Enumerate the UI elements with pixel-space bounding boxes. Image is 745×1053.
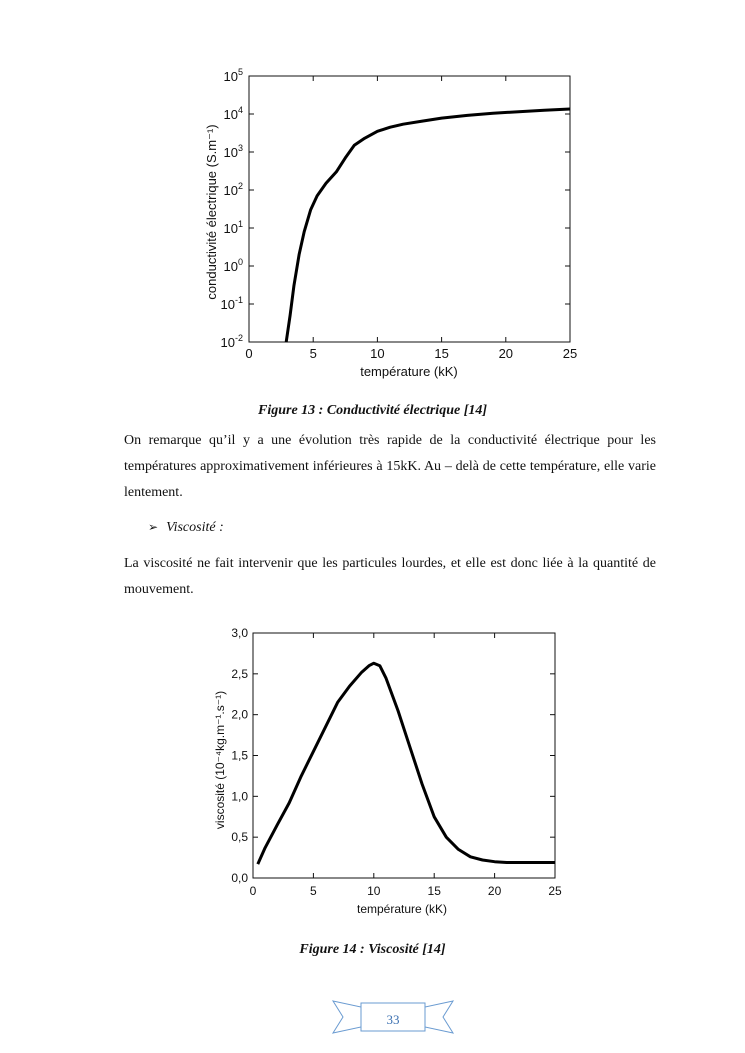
- chart2-ytick-label: 2,5: [231, 666, 248, 681]
- chart1-xtick-label: 0: [245, 346, 253, 361]
- chart2-xtick-label: 0: [249, 884, 257, 898]
- chart2-xtick-label: 20: [487, 884, 502, 898]
- chart1-ytick-label: $10^5$: [223, 67, 243, 84]
- chart1-ytick-label: $10^0$: [223, 257, 243, 274]
- chart1-ytick-label: $10^{-1}$: [220, 295, 243, 312]
- chart2-ytick-label: 3,0: [231, 626, 248, 640]
- chart2-xtick-label: 25: [548, 884, 562, 898]
- paragraph-viscosity: La viscosité ne fait intervenir que les particules lourdes, et elle est donc liée à la quantité de mouvement.: [124, 556, 656, 597]
- chart1-xtick-label: 5: [309, 346, 317, 361]
- chart1-ytick-label: $10^2$: [223, 181, 243, 198]
- chart2-xtick-label: 5: [310, 884, 317, 898]
- chart1-ytick-label: $10^3$: [223, 143, 243, 160]
- page-number: 33: [386, 1012, 400, 1027]
- chart2-ytick-label: 2,0: [231, 707, 248, 722]
- figure-14-caption: Figure 14 : Viscosité [14]: [299, 942, 446, 957]
- chart2-ytick-label: 1,0: [231, 789, 248, 804]
- chart2-ytick-label: 0,5: [231, 830, 248, 845]
- paragraph-conductivity: On remarque qu’il y a une évolution très rapide de la conductivité électrique pour les températures approximativement inférieures à 15kK. Au – delà de cette température, elle varie lentement.: [124, 433, 656, 500]
- chart2-frame: [253, 633, 555, 878]
- chart1-xtick-label: 20: [498, 346, 514, 361]
- chart2-ylabel: viscosité (10⁻⁴kg.m⁻¹.s⁻¹): [213, 690, 227, 830]
- chart1-ytick-label: $10^4$: [223, 105, 243, 122]
- chart1-xtick-label: 10: [370, 346, 385, 361]
- chart2-series-line: [258, 663, 555, 864]
- chart1-ytick-label: $10^{-2}$: [220, 333, 243, 350]
- bullet-viscosity-label: Viscosité :: [166, 520, 224, 535]
- chart1-xtick-label: 15: [434, 346, 449, 361]
- chart2-xtick-label: 10: [367, 884, 381, 898]
- chart2-tick-labels: [231, 626, 562, 898]
- chart2-ytick-label: 0,0: [231, 871, 248, 885]
- chart2-xlabel: température (kK): [356, 902, 448, 916]
- chart2-ticks: [253, 633, 555, 878]
- chart1-xlabel: température (kK): [360, 364, 458, 379]
- arrow-bullet-icon: ➢: [148, 520, 159, 534]
- chart2-xtick-label: 15: [427, 884, 441, 898]
- chart1-xtick-label: 25: [562, 346, 578, 361]
- figure-13-caption: Figure 13 : Conductivité électrique [14]: [257, 403, 488, 418]
- chart2-ytick-label: 1,5: [231, 748, 248, 763]
- chart1-ytick-label: $10^1$: [223, 219, 243, 236]
- chart1-ylabel: conductivité électrique (S.m⁻¹): [204, 124, 219, 300]
